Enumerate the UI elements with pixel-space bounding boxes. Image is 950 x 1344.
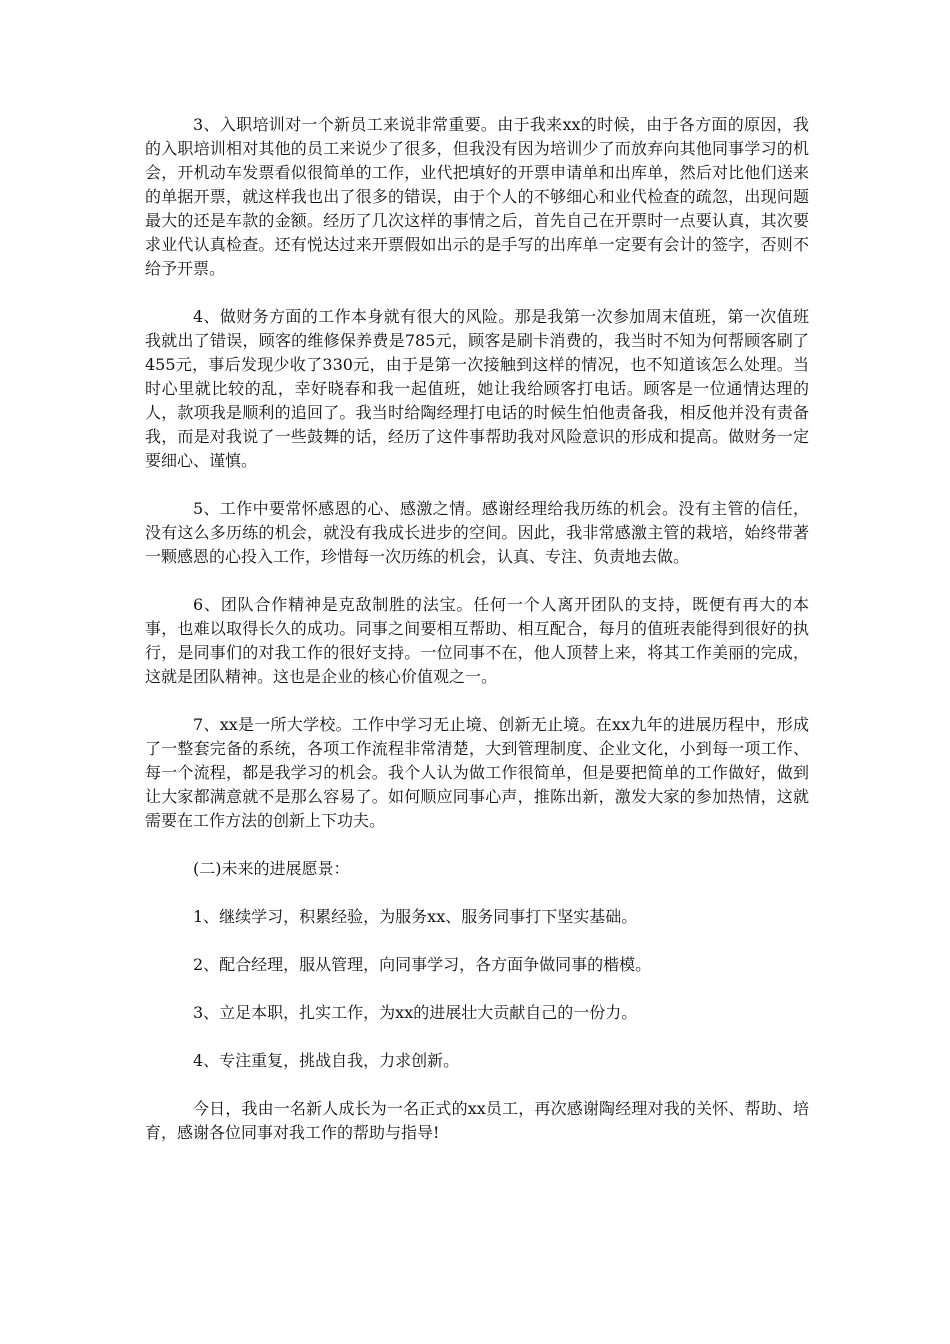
vision-item-4: 4、专注重复，挑战自我，力求创新。 (193, 1051, 460, 1070)
section-heading-future-vision: (二)未来的进展愿景： (193, 859, 350, 878)
vision-item-3: 3、立足本职，扎实工作，为xx的进展壮大贡献自己的一份力。 (193, 1003, 638, 1022)
vision-item-2: 2、配合经理，服从管理，向同事学习，各方面争做同事的楷模。 (193, 955, 652, 974)
paragraph-item-7-learning: 7、xx是一所大学校。工作中学习无止境、创新无止境。在xx九年的进展历程中，形成了一整套完备的系统，各项工作流程非常清楚，大到管理制度、企业文化，小到每一项工作、每一个流程，都是我学习的机会。我个人认为做工作很简单，但是要把简单的工作做好，做到让大家都满意就不是那么容易了。如何顺应同事心声，推陈出新，激发大家的参加热情，这就需要在工作方法的创新上下功夫。 (145, 715, 809, 830)
paragraph-item-3-training: 3、入职培训对一个新员工来说非常重要。由于我来xx的时候，由于各方面的原因，我的入职培训相对其他的员工来说少了很多，但我没有因为培训少了而放弃向其他同事学习的机会，开机动车发票看似很简单的工作，业代把填好的开票申请单和出库单，然后对比他们送来的单据开票，就这样我也出了很多的错误，由于个人的不够细心和业代检查的疏忽，出现问题最大的还是车款的金额。经历了几次这样的事情之后，首先自己在开票时一点要认真，其次要求业代认真检查。还有悦达过来开票假如出示的是手写的出库单一定要有会计的签字，否则不给予开票。 (145, 115, 809, 278)
document-body (145, 113, 809, 1145)
paragraph-item-6-teamwork: 6、团队合作精神是克敌制胜的法宝。任何一个人离开团队的支持，既便有再大的本事，也难以取得长久的成功。同事之间要相互帮助、相互配合，每月的值班表能得到很好的执行，是同事们的对我工作的很好支持。一位同事不在，他人顶替上来，将其工作美丽的完成，这就是团队精神。这也是企业的核心价值观之一。 (145, 595, 809, 686)
paragraph-item-4-finance-risk: 4、做财务方面的工作本身就有很大的风险。那是我第一次参加周末值班，第一次值班我就出了错误，顾客的维修保养费是785元，顾客是刷卡消费的，我当时不知为何帮顾客刷了455元，事后发现少收了330元，由于是第一次接触到这样的情况，也不知道该怎么处理。当时心里就比较的乱，幸好晓春和我一起值班，她让我给顾客打电话。顾客是一位通情达理的人，款项我是顺利的追回了。我当时给陶经理打电话的时候生怕他责备我，相反他并没有责备我，而是对我说了一些鼓舞的话，经历了这件事帮助我对风险意识的形成和提高。做财务一定要细心、谨慎。 (145, 307, 809, 470)
vision-item-1: 1、继续学习，积累经验，为服务xx、服务同事打下坚实基础。 (193, 907, 638, 926)
paragraph-item-5-gratitude: 5、工作中要常怀感恩的心、感激之情。感谢经理给我历练的机会。没有主管的信任，没有这么多历练的机会，就没有我成长进步的空间。因此，我非常感激主管的栽培，始终带著一颗感恩的心投入工作，珍惜每一次历练的机会，认真、专注、负责地去做。 (145, 499, 809, 566)
closing-paragraph: 今日，我由一名新人成长为一名正式的xx员工，再次感谢陶经理对我的关怀、帮助、培育，感谢各位同事对我工作的帮助与指导! (145, 1099, 809, 1142)
